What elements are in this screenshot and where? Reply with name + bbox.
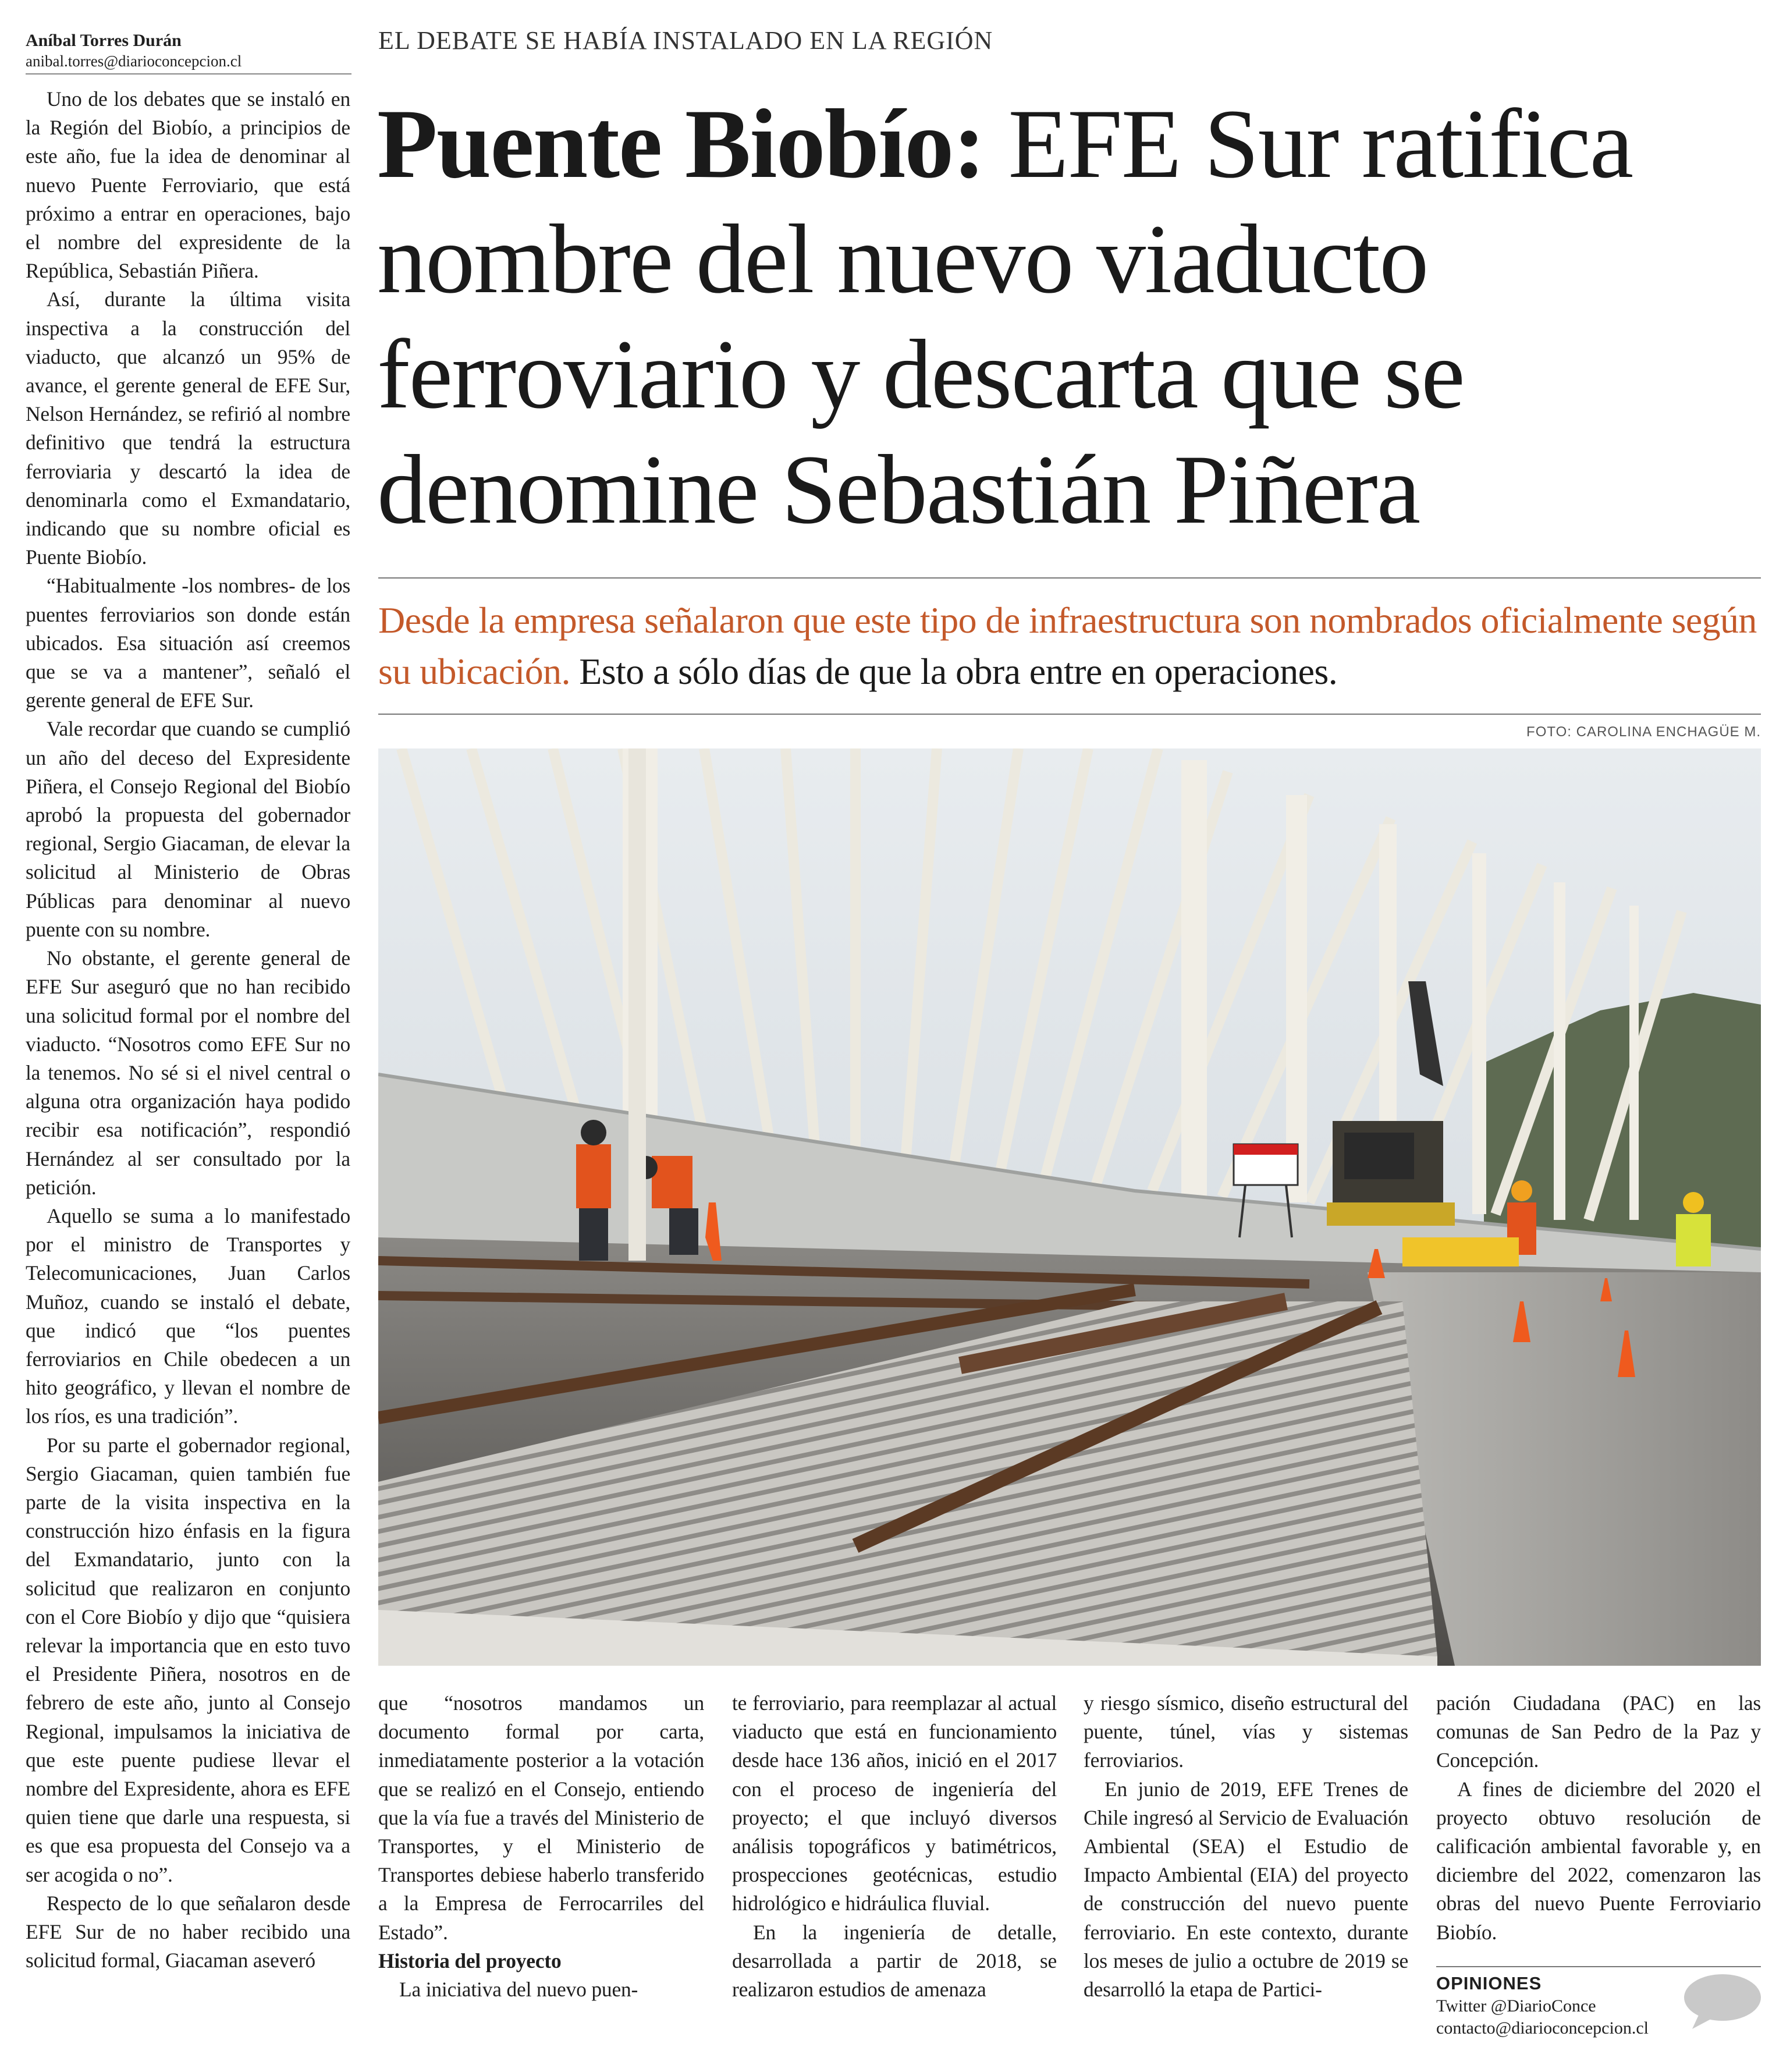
photo-credit: FOTO: CAROLINA ENCHAGÜE M. [1526,724,1761,740]
track-machine [1402,1237,1519,1266]
deck-accent: Desde la empresa señalaron que este tipo de infraestructura son nombrados oficialmente según su ubicación. [378,599,1757,692]
paragraph: “Habitualmente -los nombres- de los puentes ferroviarios son donde están ubicados. Esa situación así creemos que se va a mantener”, señaló el gerente general de EFE Sur. [26,574,350,712]
divider [378,577,1761,579]
bridge-photo-illustration [378,748,1761,1666]
paragraph: En junio de 2019, EFE Trenes de Chile ingresó al Servicio de Evaluación Ambiental (SEA) el Estudio de Impacto Ambiental (EIA) del proyecto de construcción del nuevo puente ferroviario. En este contexto, durante los meses de julio a octubre de 2019 se desarrolló la etapa de Partici- [1084,1777,1408,2002]
subhead: Historia del proyecto [378,1949,562,1972]
body-column-1 [26,85,350,1975]
paragraph: Uno de los debates que se instaló en la Región del Biobío, a principios de este año, fue la idea de denominar al nuevo Puente Ferroviario, que está próximo a entrar en operaciones, bajo el nombre del expresidente de la República, Sebastián Piñera. [26,87,350,283]
body-column-5 [1436,1689,1761,1947]
headline [377,86,1762,547]
paragraph: Vale recordar que cuando se cumplió un año del deceso del Expresidente Piñera, el Consejo Regional del Biobío aprobó la propuesta del gobernador regional, Sergio Giacaman, de elevar la solicitud al Ministerio de Obras Públicas para denominar al nuevo puente con su nombre. [26,717,350,941]
headline-bold: Puente Biobío: [377,89,985,198]
paragraph: A fines de diciembre del 2020 el proyecto obtuvo resolución de calificación ambiental favorable y, en diciembre del 2022, comenzaron las obras del nuevo Puente Ferroviario Biobío. [1436,1777,1761,1944]
paragraph: y riesgo sísmico, diseño estructural del puente, túnel, vías y sistemas ferroviarios. [1084,1691,1408,1772]
body-column-2 [378,1689,704,2004]
paragraph: que “nosotros mandamos un documento formal por carta, inmediatamente posterior a la votación que se realizó en el Consejo, entiendo que la vía fue a través del Ministerio de Transportes, y el Ministerio de Transportes debiese haberlo transferido a la Empresa de Ferrocarriles del Estado”. [378,1691,704,1944]
paragraph: En la ingeniería de detalle, desarrollada a partir de 2018, se realizaron estudios de amenaza [732,1920,1057,2002]
byline [26,30,351,74]
headline-line-1: EFE Sur ratifica [984,89,1633,198]
paragraph: La iniciativa del nuevo puen- [399,1978,638,2002]
kicker: EL DEBATE SE HABÍA INSTALADO EN LA REGIÓN [378,26,993,55]
opinions-title: OPINIONES [1436,1973,1542,1993]
divider [378,714,1761,715]
headline-line-4: denomine Sebastián Piñera [377,435,1420,544]
body-column-3 [732,1689,1057,2004]
paragraph: pación Ciudadana (PAC) en las comunas de San Pedro de la Paz y Concepción. [1436,1691,1761,1772]
deck-rest: Esto a sólo días de que la obra entre en operaciones. [570,651,1338,692]
opinions-email[interactable]: contacto@diarioconcepcion.cl [1436,2018,1649,2038]
article-photo [378,748,1761,1666]
headline-line-2: nombre del nuevo viaducto [377,204,1428,314]
paragraph: No obstante, el gerente general de EFE Sur aseguró que no han recibido una solicitud formal por el nombre del viaducto. “Nosotros como EFE Sur no la tenemos. No sé si el nivel central o alguna otra organización haya podido recibir esa notificación”, respondió Hernández al ser consultado por la petición. [26,946,350,1199]
body-column-4 [1084,1689,1408,2004]
deck [378,595,1761,697]
author-name: Aníbal Torres Durán [26,31,182,50]
paragraph: Así, durante la última visita inspectiva a la construcción del viaducto, que alcanzó un 95% de avance, el gerente general de EFE Sur, Nelson Hernández, se refirió al nombre definitivo que tendrá la estructura ferroviaria y descartó la idea de denominarla como el Exmandatario, indicando que su nombre oficial es Puente Biobío. [26,288,350,569]
paragraph: te ferroviario, para reemplazar al actual viaducto que está en funcionamiento desde hace 136 años, inició en el 2017 con el proceso de ingeniería del proyecto; el que incluyó diversos análisis topográficos y batimétricos, prospecciones geotécnicas, estudio hidrológico e hidráulica fluvial. [732,1691,1057,1915]
paragraph: Por su parte el gobernador regional, Sergio Giacaman, quien también fue parte de la visita inspectiva en la construcción hizo énfasis en la figura del Exmandatario, junto con la solicitud que realizaron en conjunto con el Core Biobío y dijo que “quisiera relevar la importancia que en esto tuvo el Presidente Piñera, nosotros en de febrero de este año, junto al Consejo Regional, impulsamos la iniciativa de que este puente pudiese llevar el nombre del Expresidente, ahora es EFE quien tiene que darle una respuesta, si es que esa propuesta del Consejo va a ser acogida o no”. [26,1433,350,1886]
paragraph: Aquello se suma a lo manifestado por el ministro de Transportes y Telecomunicaciones, Juan Carlos Muñoz, cuando se instaló el debate, que indicó que “los puentes ferroviarios en Chile obedecen a un hito geográfico, y llevan el nombre de los ríos, es una tradición”. [26,1204,350,1428]
paragraph: Respecto de lo que señalaron desde EFE Sur de no haber recibido una solicitud formal, Giacaman aseveró [26,1891,350,1972]
speech-bubble-icon [1682,1972,1763,2030]
opinions-twitter[interactable]: Twitter @DiarioConce [1436,1996,1596,2016]
author-email: anibal.torres@diarioconcepcion.cl [26,51,351,74]
headline-line-3: ferroviario y descarta que se [377,320,1464,429]
